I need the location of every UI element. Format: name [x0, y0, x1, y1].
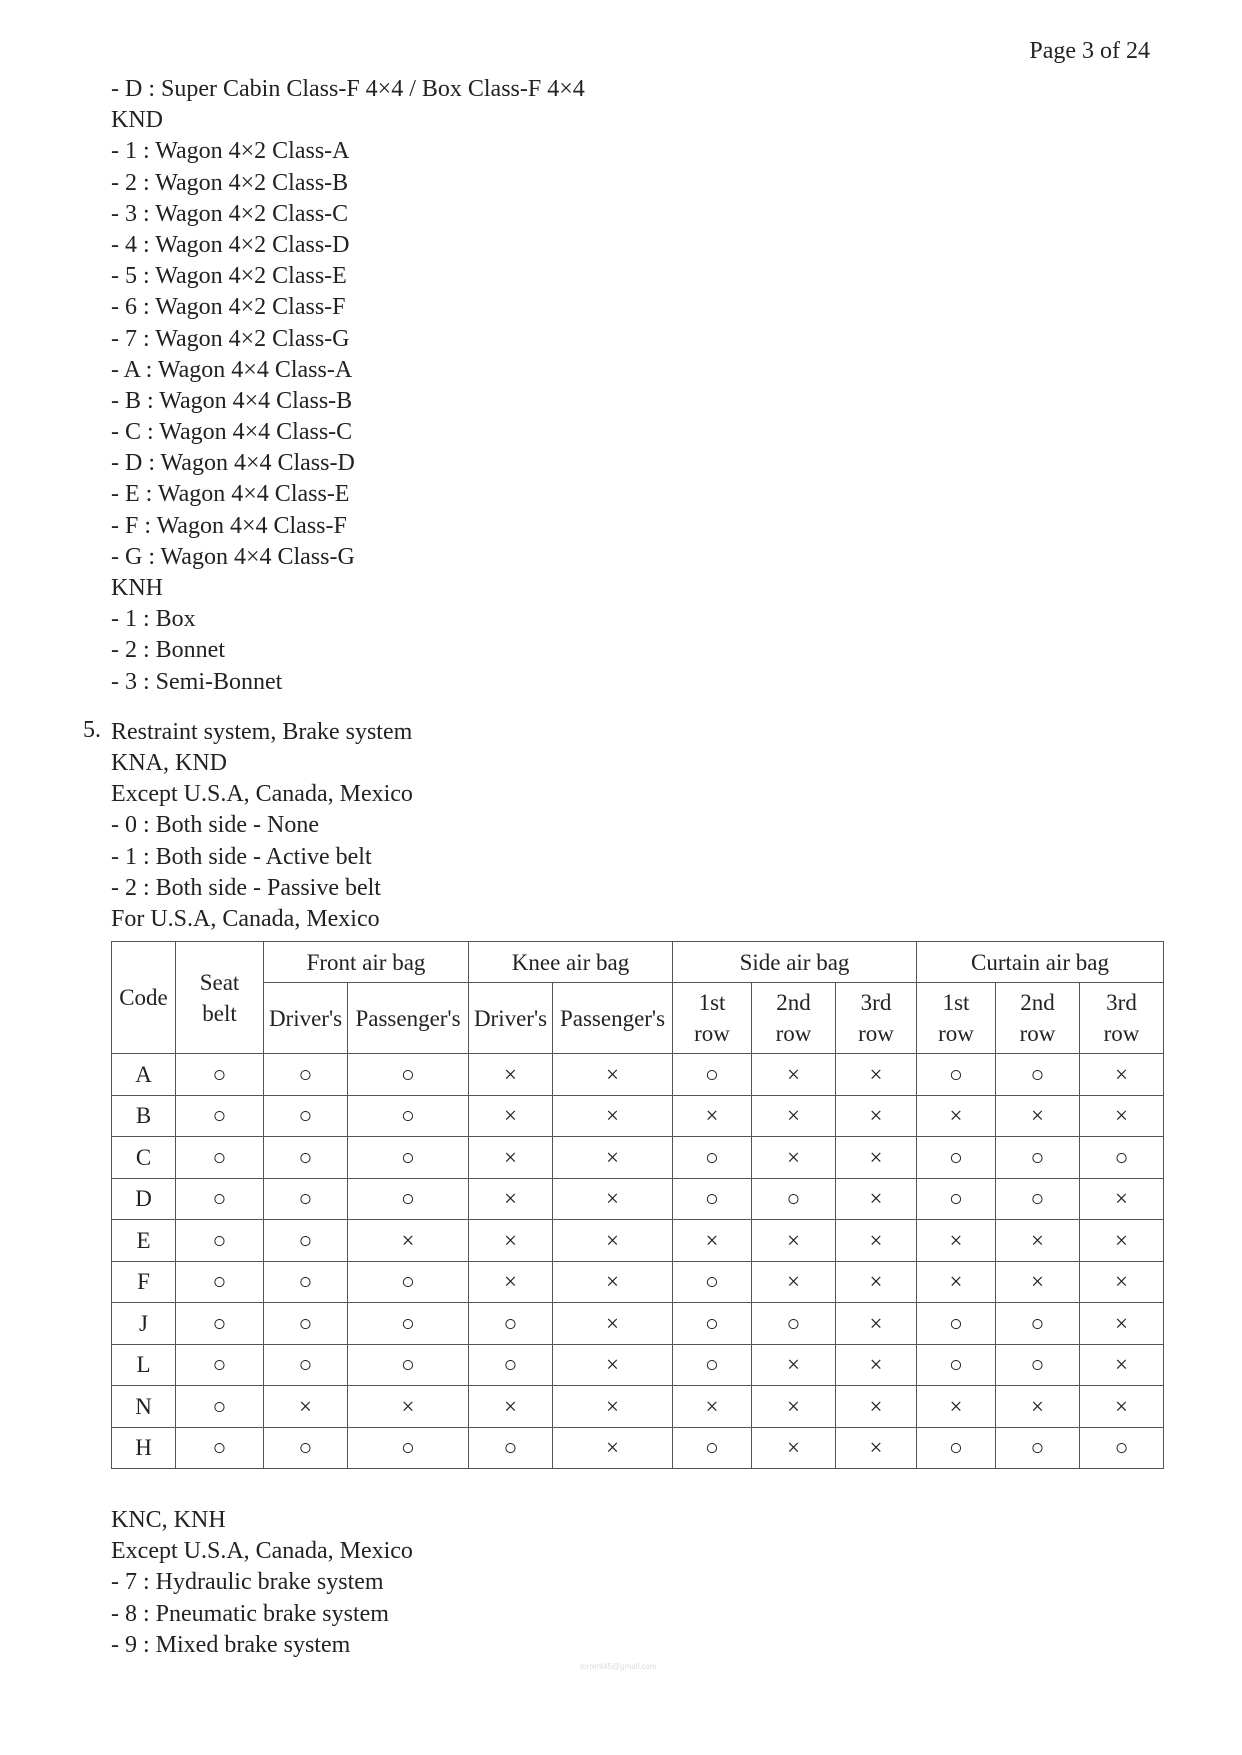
table-cell: × — [917, 1095, 996, 1137]
restraint-table — [111, 941, 1164, 1469]
table-cell: ○ — [917, 1344, 996, 1386]
table-cell: × — [752, 1054, 836, 1096]
table-cell: ○ — [469, 1344, 553, 1386]
table-cell: ○ — [348, 1054, 469, 1096]
table-cell: × — [917, 1220, 996, 1262]
row-code: F — [112, 1261, 176, 1303]
table-cell: ○ — [264, 1427, 348, 1469]
table-cell: × — [1080, 1303, 1164, 1345]
section-5-lines — [111, 748, 1171, 935]
table-cell: × — [996, 1386, 1080, 1428]
table-row — [112, 1344, 1164, 1386]
table-cell: ○ — [996, 1054, 1080, 1096]
section-number: 5. — [83, 716, 101, 743]
table-row — [112, 1178, 1164, 1220]
list-line: - 2 : Bonnet — [111, 637, 225, 664]
table-cell: ○ — [264, 1303, 348, 1345]
table-cell: × — [553, 1220, 673, 1262]
header-row-num: 2nd — [776, 990, 811, 1016]
list-line: - 1 : Wagon 4×2 Class-A — [111, 138, 350, 165]
table-cell: ○ — [176, 1303, 264, 1345]
table-row — [112, 1303, 1164, 1345]
table-cell: ○ — [264, 1178, 348, 1220]
list-line: - 5 : Wagon 4×2 Class-E — [111, 263, 347, 290]
table-cell: × — [673, 1220, 752, 1262]
row-code: J — [112, 1303, 176, 1345]
section-line: For U.S.A, Canada, Mexico — [111, 905, 380, 932]
table-row — [112, 1054, 1164, 1096]
table-cell: × — [1080, 1178, 1164, 1220]
table-cell: × — [836, 1386, 917, 1428]
table-cell: ○ — [996, 1427, 1080, 1469]
list-line: - 7 : Wagon 4×2 Class-G — [111, 325, 350, 352]
table-cell: ○ — [348, 1427, 469, 1469]
table-cell: ○ — [348, 1178, 469, 1220]
table-cell: × — [1080, 1386, 1164, 1428]
table-cell: × — [348, 1220, 469, 1262]
table-cell: × — [553, 1137, 673, 1179]
table-cell: × — [836, 1095, 917, 1137]
row-code: B — [112, 1095, 176, 1137]
table-cell: ○ — [673, 1137, 752, 1179]
table-cell: ○ — [348, 1095, 469, 1137]
table-cell: × — [469, 1386, 553, 1428]
header-row-word: row — [1103, 1021, 1140, 1047]
table-cell: ○ — [176, 1427, 264, 1469]
table-cell: ○ — [176, 1054, 264, 1096]
table-cell: × — [996, 1095, 1080, 1137]
header-row-word: row — [1019, 1021, 1056, 1047]
row-code: A — [112, 1054, 176, 1096]
table-row — [112, 1386, 1164, 1428]
code-list-bottom — [111, 1505, 1171, 1661]
header-row-num: 2nd — [1020, 990, 1055, 1016]
section-line: - 1 : Both side - Active belt — [111, 843, 372, 870]
table-cell: ○ — [176, 1095, 264, 1137]
header-row-word: row — [775, 1021, 812, 1047]
section-line: Except U.S.A, Canada, Mexico — [111, 781, 413, 808]
header-front-drivers: Driver's — [264, 983, 348, 1054]
table-row — [112, 1261, 1164, 1303]
list-line: - B : Wagon 4×4 Class-B — [111, 387, 353, 414]
section-title: Restraint system, Brake system — [111, 718, 413, 745]
table-cell: × — [752, 1427, 836, 1469]
header-seat-belt — [176, 942, 264, 1054]
section-line: - 0 : Both side - None — [111, 812, 319, 839]
table-cell: × — [996, 1220, 1080, 1262]
table-cell: ○ — [673, 1427, 752, 1469]
row-code: C — [112, 1137, 176, 1179]
table-cell: × — [1080, 1054, 1164, 1096]
table-row — [112, 1220, 1164, 1262]
table-cell: ○ — [348, 1344, 469, 1386]
header-knee-air-bag: Knee air bag — [469, 942, 673, 983]
table-cell: ○ — [264, 1344, 348, 1386]
table-cell: × — [469, 1178, 553, 1220]
table-cell: × — [553, 1261, 673, 1303]
table-cell: × — [836, 1344, 917, 1386]
table-cell: × — [752, 1386, 836, 1428]
header-side-air-bag: Side air bag — [673, 942, 917, 983]
table-cell: × — [553, 1054, 673, 1096]
header-row-num: 3rd — [860, 990, 892, 1016]
table-cell: × — [553, 1344, 673, 1386]
table-cell: × — [836, 1427, 917, 1469]
table-cell: × — [673, 1386, 752, 1428]
list-line: KNH — [111, 575, 163, 601]
table-cell: × — [1080, 1344, 1164, 1386]
page-number: Page 3 of 24 — [1029, 38, 1150, 64]
table-cell: × — [673, 1095, 752, 1137]
table-cell: × — [553, 1386, 673, 1428]
table-cell: × — [553, 1303, 673, 1345]
list-line: - C : Wagon 4×4 Class-C — [111, 419, 353, 446]
header-curtain-1st-row — [917, 983, 996, 1054]
list-line: - G : Wagon 4×4 Class-G — [111, 543, 355, 570]
header-row-word: row — [858, 1021, 894, 1047]
header-knee-passengers: Passenger's — [553, 983, 673, 1054]
table-cell: ○ — [917, 1178, 996, 1220]
table-cell: ○ — [264, 1261, 348, 1303]
list-line: - D : Wagon 4×4 Class-D — [111, 450, 355, 477]
header-curtain-3rd-row — [1080, 983, 1164, 1054]
table-cell: × — [752, 1137, 836, 1179]
section-line: KNA, KND — [111, 749, 227, 776]
list-line: - D : Super Cabin Class-F 4×4 / Box Class-F 4×4 — [111, 76, 585, 102]
table-body — [112, 1054, 1164, 1469]
table-cell: × — [836, 1220, 917, 1262]
header-curtain-2nd-row — [996, 983, 1080, 1054]
header-row-num: 1st — [942, 990, 970, 1016]
header-row-word: row — [694, 1021, 730, 1047]
table-cell: × — [836, 1303, 917, 1345]
table-cell: × — [836, 1178, 917, 1220]
list-line: - 2 : Wagon 4×2 Class-B — [111, 169, 349, 196]
table-cell: × — [348, 1386, 469, 1428]
table-cell: × — [469, 1220, 553, 1262]
header-code: Code — [112, 942, 176, 1054]
table-cell: ○ — [673, 1303, 752, 1345]
document-body — [83, 74, 1171, 1661]
row-code: E — [112, 1220, 176, 1262]
table-cell: ○ — [673, 1261, 752, 1303]
code-list-top — [111, 74, 1171, 698]
table-cell: ○ — [176, 1137, 264, 1179]
section-5 — [83, 716, 1171, 935]
table-cell: × — [553, 1095, 673, 1137]
list-line: - 7 : Hydraulic brake system — [111, 1569, 384, 1596]
table-cell: × — [836, 1137, 917, 1179]
table-cell: ○ — [176, 1261, 264, 1303]
table-cell: × — [469, 1095, 553, 1137]
table-cell: ○ — [469, 1427, 553, 1469]
table-cell: ○ — [1080, 1137, 1164, 1179]
table-cell: ○ — [752, 1303, 836, 1345]
table-cell: × — [469, 1054, 553, 1096]
table-cell: ○ — [176, 1386, 264, 1428]
table-cell: × — [469, 1261, 553, 1303]
list-line: KNC, KNH — [111, 1507, 226, 1534]
header-row-num: 3rd — [1106, 990, 1137, 1016]
table-cell: ○ — [917, 1137, 996, 1179]
list-line: - 9 : Mixed brake system — [111, 1631, 351, 1658]
row-code: L — [112, 1344, 176, 1386]
header-front-air-bag: Front air bag — [264, 942, 469, 983]
row-code: N — [112, 1386, 176, 1428]
table-cell: × — [836, 1261, 917, 1303]
table-cell: × — [996, 1261, 1080, 1303]
header-curtain-air-bag: Curtain air bag — [917, 942, 1164, 983]
table-cell: × — [264, 1386, 348, 1428]
table-cell: ○ — [348, 1261, 469, 1303]
list-line: Except U.S.A, Canada, Mexico — [111, 1538, 413, 1565]
table-cell: ○ — [264, 1137, 348, 1179]
table-cell: ○ — [469, 1303, 553, 1345]
header-side-1st-row — [673, 983, 752, 1054]
table-cell: × — [553, 1427, 673, 1469]
table-cell: ○ — [264, 1220, 348, 1262]
table-cell: ○ — [1080, 1427, 1164, 1469]
list-line: - 3 : Semi-Bonnet — [111, 668, 283, 695]
table-cell: ○ — [996, 1303, 1080, 1345]
table-cell: ○ — [996, 1344, 1080, 1386]
list-line: - 8 : Pneumatic brake system — [111, 1600, 389, 1627]
table-row — [112, 1095, 1164, 1137]
table-cell: ○ — [348, 1137, 469, 1179]
table-cell: × — [917, 1261, 996, 1303]
table-cell: × — [752, 1220, 836, 1262]
header-row-word: row — [938, 1021, 974, 1047]
table-cell: ○ — [176, 1178, 264, 1220]
header-front-passengers: Passenger's — [348, 983, 469, 1054]
row-code: D — [112, 1178, 176, 1220]
list-line: - 1 : Box — [111, 606, 196, 633]
table-cell: × — [752, 1095, 836, 1137]
section-line: - 2 : Both side - Passive belt — [111, 874, 381, 901]
watermark: torrent45@gmail.com — [580, 1662, 657, 1671]
table-cell: ○ — [348, 1303, 469, 1345]
list-line: - E : Wagon 4×4 Class-E — [111, 481, 350, 508]
list-line: - 6 : Wagon 4×2 Class-F — [111, 294, 346, 321]
header-side-3rd-row — [836, 983, 917, 1054]
table-cell: ○ — [176, 1220, 264, 1262]
table-cell: × — [469, 1137, 553, 1179]
table-cell: ○ — [673, 1178, 752, 1220]
table-row — [112, 1137, 1164, 1179]
table-cell: ○ — [996, 1137, 1080, 1179]
table-cell: × — [836, 1054, 917, 1096]
table-cell: ○ — [264, 1054, 348, 1096]
row-code: H — [112, 1427, 176, 1469]
table-cell: ○ — [917, 1054, 996, 1096]
table-cell: ○ — [673, 1054, 752, 1096]
table-cell: × — [1080, 1095, 1164, 1137]
table-cell: ○ — [917, 1427, 996, 1469]
header-seat-belt-line2: belt — [202, 1000, 237, 1026]
table-cell: × — [1080, 1220, 1164, 1262]
table-cell: × — [553, 1178, 673, 1220]
table-cell: × — [752, 1261, 836, 1303]
table-cell: ○ — [752, 1178, 836, 1220]
table-cell: × — [1080, 1261, 1164, 1303]
table-cell: ○ — [673, 1344, 752, 1386]
table-cell: × — [752, 1344, 836, 1386]
table-cell: × — [917, 1386, 996, 1428]
header-side-2nd-row — [752, 983, 836, 1054]
header-knee-drivers: Driver's — [469, 983, 553, 1054]
table-cell: ○ — [264, 1095, 348, 1137]
list-line: - 3 : Wagon 4×2 Class-C — [111, 200, 349, 227]
header-row-num: 1st — [698, 990, 726, 1016]
list-line: KND — [111, 107, 163, 134]
table-cell: ○ — [996, 1178, 1080, 1220]
table-row — [112, 1427, 1164, 1469]
table-cell: ○ — [176, 1344, 264, 1386]
list-line: - F : Wagon 4×4 Class-F — [111, 512, 347, 539]
list-line: - A : Wagon 4×4 Class-A — [111, 356, 353, 383]
table-cell: ○ — [917, 1303, 996, 1345]
header-seat-belt-line1: Seat — [199, 969, 240, 995]
list-line: - 4 : Wagon 4×2 Class-D — [111, 231, 350, 258]
